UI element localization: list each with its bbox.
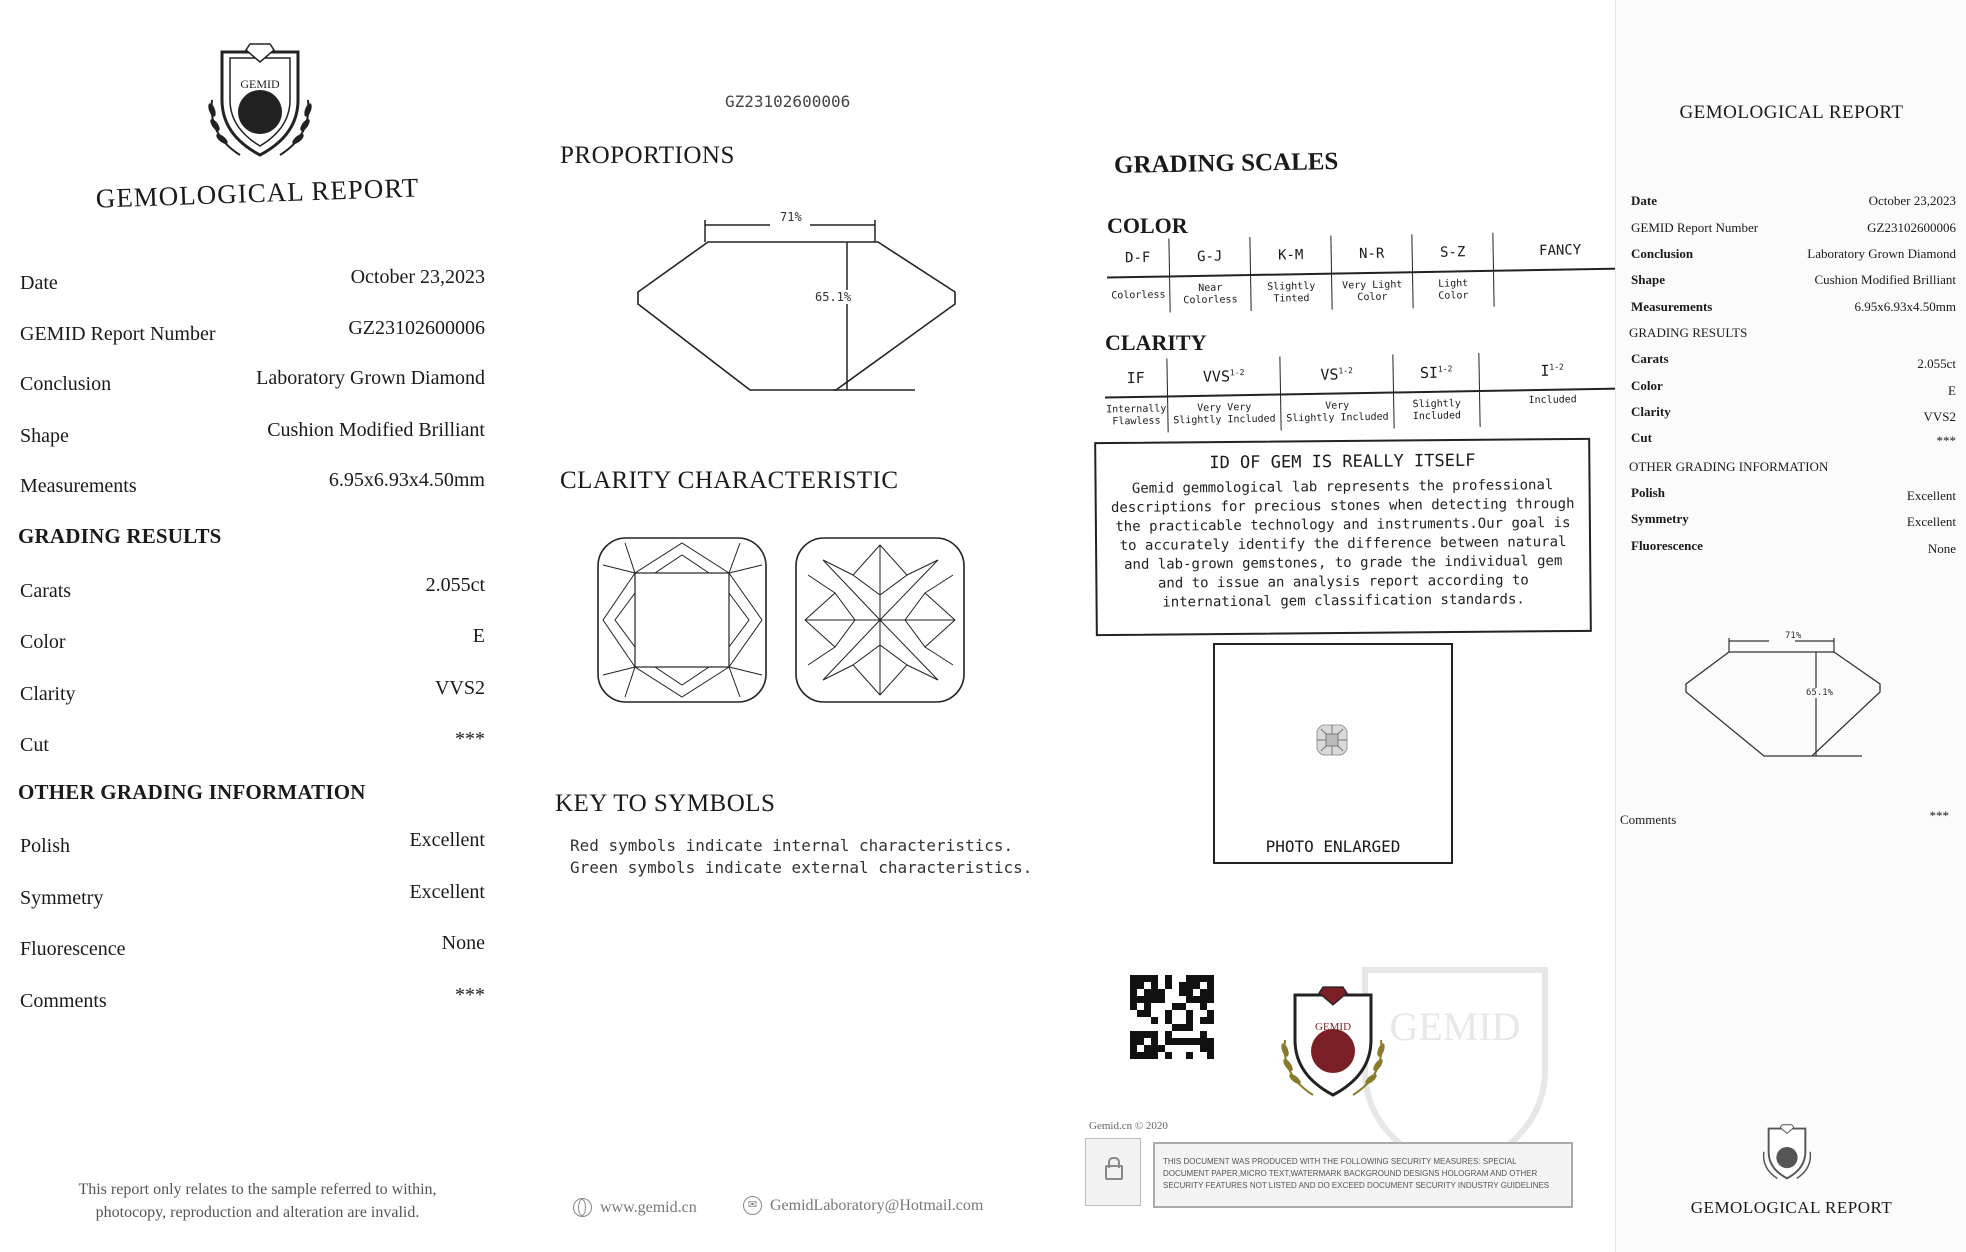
disclaimer-line: This report only relates to the sample referred to within, xyxy=(78,1181,437,1198)
id-statement-line: descriptions for precious stones when detecting through xyxy=(1110,495,1575,517)
gemid-crest-logo xyxy=(200,40,320,165)
color-desc-line: Slightly xyxy=(1267,280,1316,293)
gemid-color-crest-logo xyxy=(1273,985,1393,1105)
color-desc xyxy=(1413,271,1495,308)
summary-title: GEMOLOGICAL REPORT xyxy=(1679,102,1904,123)
color-grade: S-Z xyxy=(1412,233,1494,272)
clarity-grade-text: IF xyxy=(1126,368,1145,387)
proportions-diagram xyxy=(635,210,965,395)
id-statement-title: ID OF GEM IS REALLY ITSELF xyxy=(1209,450,1476,474)
svg-text:GEMID: GEMID xyxy=(240,77,280,91)
info-value: GZ23102600006 xyxy=(348,317,485,339)
summary-comments-value: *** xyxy=(1929,808,1949,823)
info-label: Date xyxy=(20,272,58,294)
clarity-grade-text: SI xyxy=(1419,363,1439,382)
summary-label: Conclusion xyxy=(1631,246,1694,261)
info-value: October 23,2023 xyxy=(350,266,485,288)
color-desc-line: Light xyxy=(1438,277,1469,290)
summary-comments-label: Comments xyxy=(1620,812,1677,827)
clarity-grade xyxy=(1104,358,1167,397)
email-link[interactable]: GemidLaboratory@Hotmail.com xyxy=(770,1196,984,1214)
summary-label: Clarity xyxy=(1631,404,1671,419)
clarity-desc xyxy=(1394,391,1481,428)
color-desc-line: Tinted xyxy=(1273,292,1310,305)
summary-value: VVS2 xyxy=(1923,409,1956,424)
color-grade: N-R xyxy=(1331,234,1413,273)
report-front-panel xyxy=(0,0,515,1252)
gem-photo xyxy=(1315,723,1349,757)
other-value: Excellent xyxy=(409,829,485,851)
id-statement-line: the practicable technology and instruments.Our goal is xyxy=(1115,515,1571,535)
grading-value: *** xyxy=(455,728,485,750)
summary-crest-logo xyxy=(1758,1122,1816,1184)
clarity-grade xyxy=(1280,355,1394,395)
clarity-desc xyxy=(1480,388,1626,427)
color-grade: D-F xyxy=(1106,238,1169,277)
summary-label: Date xyxy=(1631,193,1657,208)
security-line: DOCUMENT PAPER,MICRO TEXT,WATERMARK BACKGROUND DESIGNS HOLOGRAM AND OTHER xyxy=(1163,1169,1538,1178)
website-link[interactable]: www.gemid.cn xyxy=(600,1198,697,1216)
summary-value: Cushion Modified Brilliant xyxy=(1814,272,1956,287)
color-desc xyxy=(1170,275,1252,312)
summary-label: Polish xyxy=(1631,485,1665,500)
grading-label: Color xyxy=(20,631,66,653)
clarity-desc-line: Flawless xyxy=(1112,415,1161,427)
hologram-tile xyxy=(1085,1138,1141,1206)
clarity-scale-table xyxy=(1104,350,1625,433)
clarity-desc-line: Slightly Included xyxy=(1173,413,1276,426)
security-notice xyxy=(1153,1142,1573,1208)
svg-text:GEMID: GEMID xyxy=(1389,1004,1521,1049)
qr-code[interactable] xyxy=(1130,975,1214,1059)
pavilion-view-diagram xyxy=(793,535,968,705)
color-desc-line: Color xyxy=(1438,289,1469,302)
clarity-desc-line: Included xyxy=(1412,409,1462,422)
summary-label: Measurements xyxy=(1631,299,1713,314)
grading-label: Cut xyxy=(20,734,49,756)
color-desc xyxy=(1332,272,1414,309)
grading-value: 2.055ct xyxy=(425,574,485,596)
disclaimer xyxy=(20,1178,495,1224)
info-label: GEMID Report Number xyxy=(20,323,216,345)
key-to-symbols-heading: KEY TO SYMBOLS xyxy=(555,790,776,817)
color-desc-line: Color xyxy=(1357,291,1388,303)
clarity-desc-line: Very Very xyxy=(1197,401,1252,414)
clarity-grade-sup: 1-2 xyxy=(1437,363,1453,374)
crown-view-diagram xyxy=(595,535,770,705)
color-desc-line: Very Light xyxy=(1342,278,1403,291)
clarity-characteristic-heading: CLARITY CHARACTERISTIC xyxy=(560,467,899,494)
grading-value: E xyxy=(472,625,485,647)
depth-percent-label: 65.1% xyxy=(815,290,852,304)
summary-value: 6.95x6.93x4.50mm xyxy=(1854,299,1956,314)
id-statement-box xyxy=(1094,438,1592,636)
summary-label: Cut xyxy=(1631,430,1652,445)
key-line-red: Red symbols indicate internal characteristics. xyxy=(570,836,1014,855)
summary-label: Color xyxy=(1631,378,1663,393)
copyright-text: Gemid.cn © 2020 xyxy=(1089,1120,1168,1132)
security-line: SECURITY FEATURES NOT LISTED AND DO EXCEED DOCUMENT SECURITY INDUSTRY GUIDELINES xyxy=(1163,1181,1550,1190)
other-label: Symmetry xyxy=(20,887,104,909)
grading-scales-heading: GRADING SCALES xyxy=(1113,148,1339,179)
summary-value: *** xyxy=(1936,433,1956,448)
clarity-grade-sup: 1-2 xyxy=(1549,362,1564,372)
clarity-grade xyxy=(1167,356,1281,396)
report-number-header: GZ23102600006 xyxy=(725,92,851,111)
info-label: Measurements xyxy=(20,475,137,497)
other-value: Excellent xyxy=(409,881,485,903)
clarity-desc-line: Included xyxy=(1528,394,1577,407)
summary-label: Carats xyxy=(1631,351,1669,366)
summary-footer-title: GEMOLOGICAL REPORT xyxy=(1690,1198,1893,1217)
report-summary-panel xyxy=(1615,0,1966,1252)
color-desc xyxy=(1493,268,1627,306)
security-line: THIS DOCUMENT WAS PRODUCED WITH THE FOLLOWING SECURITY MEASURES: SPECIAL xyxy=(1163,1157,1517,1166)
clarity-desc xyxy=(1281,393,1395,431)
other-value: None xyxy=(441,932,485,954)
clarity-desc-line: Slightly xyxy=(1412,397,1461,410)
info-label: Conclusion xyxy=(20,373,112,395)
clarity-grade xyxy=(1393,353,1480,392)
color-desc xyxy=(1251,274,1333,311)
clarity-desc-line: Internally xyxy=(1106,402,1167,416)
proportions-heading: PROPORTIONS xyxy=(560,142,735,169)
summary-table-percent: 71% xyxy=(1785,631,1802,641)
clarity-grade-text: VS xyxy=(1320,364,1339,384)
other-label: Polish xyxy=(20,835,71,857)
color-scale-table xyxy=(1106,230,1627,313)
mail-icon: ✉ xyxy=(743,1196,762,1215)
disclaimer-line: photocopy, reproduction and alteration are invalid. xyxy=(95,1204,420,1221)
clarity-desc xyxy=(1168,394,1282,432)
other-label: Fluorescence xyxy=(20,938,126,960)
color-desc-line: Colorless xyxy=(1183,293,1238,306)
color-desc xyxy=(1107,276,1170,313)
clarity-grade-text: VVS xyxy=(1202,366,1231,386)
proportions-panel xyxy=(515,0,1065,1252)
grading-results-heading: GRADING RESULTS xyxy=(18,524,222,548)
info-value: 6.95x6.93x4.50mm xyxy=(328,469,485,491)
summary-value: None xyxy=(1927,541,1956,556)
color-desc-line: Colorless xyxy=(1111,289,1166,301)
email-footer xyxy=(743,1196,983,1215)
clarity-scale-heading: CLARITY xyxy=(1105,330,1207,355)
summary-other-heading: OTHER GRADING INFORMATION xyxy=(1629,459,1829,474)
grading-label: Clarity xyxy=(20,683,76,705)
clarity-grade xyxy=(1479,350,1625,391)
summary-value: E xyxy=(1948,383,1956,398)
grading-scales-panel xyxy=(1065,0,1615,1252)
grading-value: VVS2 xyxy=(434,677,485,699)
table-percent-label: 71% xyxy=(780,210,802,224)
summary-value: Excellent xyxy=(1906,514,1956,529)
summary-proportions-diagram xyxy=(1684,630,1884,760)
other-value: *** xyxy=(455,984,485,1006)
key-to-symbols-text xyxy=(570,835,1032,879)
summary-value: Laboratory Grown Diamond xyxy=(1807,246,1956,261)
globe-icon xyxy=(573,1198,592,1217)
summary-grading-heading: GRADING RESULTS xyxy=(1629,325,1748,340)
clarity-grade-sup: 1-2 xyxy=(1338,365,1353,375)
report-title: GEMOLOGICAL REPORT xyxy=(95,172,420,214)
clarity-desc-line: Slightly Included xyxy=(1286,411,1389,424)
summary-value: October 23,2023 xyxy=(1868,193,1956,208)
other-label: Comments xyxy=(20,990,107,1012)
other-grading-heading: OTHER GRADING INFORMATION xyxy=(18,780,366,804)
summary-depth-percent: 65.1% xyxy=(1806,688,1834,698)
summary-label: GEMID Report Number xyxy=(1631,220,1759,235)
color-grade: K-M xyxy=(1250,236,1332,275)
color-scale-heading: COLOR xyxy=(1107,213,1188,238)
clarity-grade-text: I xyxy=(1540,361,1550,380)
id-statement-line: and to issue an analysis report according to xyxy=(1157,572,1529,592)
grading-label: Carats xyxy=(20,580,72,602)
id-statement-line: Gemid gemmological lab represents the professional xyxy=(1131,477,1554,497)
id-statement-line: to accurately identify the difference between natural xyxy=(1119,534,1567,554)
clarity-grade-sup: 1-2 xyxy=(1229,367,1245,377)
clarity-desc xyxy=(1105,396,1168,433)
color-desc-line: Near xyxy=(1198,282,1223,294)
summary-label: Symmetry xyxy=(1631,511,1689,526)
svg-text:GEMID: GEMID xyxy=(1314,1021,1352,1033)
info-label: Shape xyxy=(20,425,69,447)
clarity-desc-line: Very xyxy=(1325,399,1350,412)
color-grade: FANCY xyxy=(1538,241,1582,259)
summary-value: GZ23102600006 xyxy=(1867,220,1956,235)
summary-label: Fluorescence xyxy=(1631,538,1703,553)
key-line-green: Green symbols indicate external characteristics. xyxy=(570,858,1033,877)
photo-enlarged-frame xyxy=(1213,643,1453,864)
summary-value: 2.055ct xyxy=(1917,356,1956,371)
id-statement-line: international gem classification standards. xyxy=(1162,591,1525,611)
id-statement-line: and lab-grown gemstones, to grade the individual gem xyxy=(1124,553,1563,573)
summary-label: Shape xyxy=(1631,272,1665,287)
summary-value: Excellent xyxy=(1906,488,1956,503)
photo-enlarged-label: PHOTO ENLARGED xyxy=(1265,837,1401,856)
info-value: Laboratory Grown Diamond xyxy=(256,367,485,389)
website-footer xyxy=(573,1198,697,1217)
color-grade: G-J xyxy=(1169,237,1251,276)
id-statement-text xyxy=(1096,476,1589,613)
info-value: Cushion Modified Brilliant xyxy=(267,419,485,441)
